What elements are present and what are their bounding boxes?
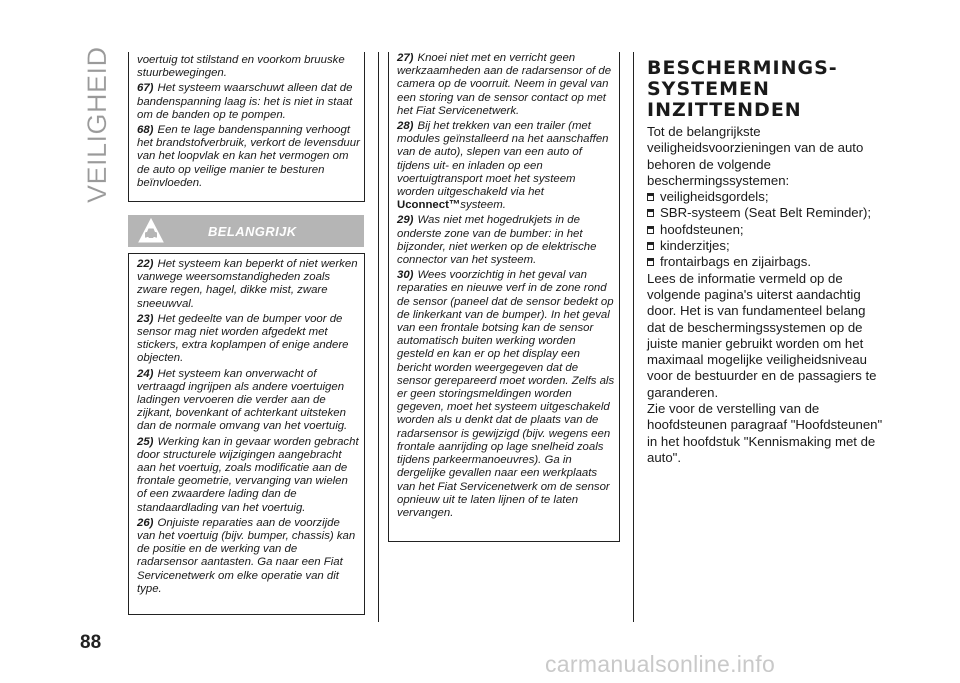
intro-paragraph: Tot de belangrijkste veiligheidsvoorzieningen van de auto behoren de volgende beschermingssystemen: (647, 124, 864, 188)
list-item: frontairbags en zijairbags. (647, 254, 887, 270)
list-item: veiligheidsgordels; (647, 189, 887, 205)
note-25: 25) Werking kan in gevaar worden gebracht door structurele wijzigingen aangebracht aan het voertuig, zoals modificatie aan de frontale geometrie, vervanging van wielen of een zwaardere lading dan de standaardlading van het voertuig. (137, 435, 359, 514)
column-divider (633, 52, 634, 622)
notes-box-top (128, 52, 365, 202)
car-warning-icon (138, 218, 164, 244)
bullet-icon (647, 209, 654, 217)
body-text (647, 124, 887, 466)
section-title: VEILIGHEID (82, 46, 112, 203)
note-68: 68) Een te lage bandenspanning verhoogt het brandstofverbruik, verkort de levensduur van het loopvlak en kan het vermogen om de auto op veilige manier te besturen beïnvloeden. (137, 124, 360, 189)
section-heading: BESCHERMINGS- SYSTEMEN INZITTENDEN (647, 57, 838, 121)
list-item: kinderzitjes; (647, 238, 887, 254)
list-item: hoofdsteunen; (647, 222, 887, 238)
bullet-icon (647, 258, 654, 266)
notes-box-middle (388, 52, 620, 542)
note-24: 24) Het systeem kan onverwacht of vertraagd ingrijpen als andere voertuigen ladingen vervoeren die verder aan de zijkant, bovenkant of achterkant uitsteken dan de normale omvang van het voertuig. (137, 367, 348, 433)
reference-paragraph: Zie voor de verstelling van de hoofdsteunen paragraaf "Hoofdsteunen" in het hoofdstuk "Kennismaking met de auto". (647, 401, 883, 465)
banner-label: BELANGRIJK (208, 224, 297, 239)
notes-box-bottom (128, 253, 365, 615)
list-item: SBR-systeem (Seat Belt Reminder); (647, 205, 887, 221)
note-67: 67) Het systeem waarschuwt alleen dat de bandenspanning laag is: het is niet in staat om de banden op te pompen. (137, 82, 353, 121)
bullet-icon (647, 242, 654, 250)
column-divider (378, 52, 379, 622)
note-27: 27) Knoei niet met en verricht geen werkzaamheden aan de radarsensor of de camera op de voorruit. Neem in geval van een storing van de sensor contact op met het Fiat Servicenetwerk. (397, 52, 612, 117)
note-paragraph: voertuig tot stilstand en voorkom bruuske stuurbewegingen. (137, 54, 345, 80)
note-29: 29) Was niet met hogedrukjets in de onderste zone van de bumber: in het bijzonder, niet werken op de elektrische connector van het systeem. (397, 214, 597, 267)
note-22: 22) Het systeem kan beperkt of niet werken vanwege weersomstandigheden zoals zware regen, hagel, dikke mist, zware sneeuwval. (137, 258, 358, 310)
important-banner (128, 215, 364, 247)
note-26: 26) Onjuiste reparaties aan de voorzijde van het voertuig (bijv. bumper, chassis) kan de positie en de werking van de radarsensor aantasten. Ga naar een Fiat Servicenetwerk om elke operatie van dit type. (137, 516, 356, 595)
watermark: carmanualsonline.info (545, 651, 776, 677)
bullet-icon (647, 226, 654, 234)
note-28: 28) Bij het trekken van een trailer (met modules geïnstalleerd na het aanschaffen van de auto), slepen van een auto of tijdens uit- en inladen op een voertuigtransport moet het systeem worden uitgeschakeld via het Uconnect™systeem. (397, 120, 609, 212)
bullet-icon (647, 193, 654, 201)
note-23: 23) Het gedeelte van de bumper voor de sensor mag niet worden afgedekt met stickers, extra koplampen of enige andere objecten. (137, 312, 349, 365)
info-paragraph: Lees de informatie vermeld op de volgende pagina's uiterst aandachtig door. Het is van fundamenteel belang dat de beschermingssystemen op de juiste manier gebruikt worden om het maximaal mogelijke veiligheidsniveau voor de bestuurder en de passagiers te garanderen. (647, 270, 877, 400)
page-number: 88 (80, 632, 102, 653)
note-30: 30) Wees voorzichtig in het geval van reparaties en nieuwe verf in de zone rond de sensor (paneel dat de sensor bedekt op de linkerkant van de bumper). In het geval van een frontale botsing kan de sensor automatisch buiten werking worden gesteld en kan er op het display een bericht worden weergegeven dat de sensor gerepareerd moet worden. Zelfs als er geen storingsmeldingen worden gegeven, moet het systeem uitgeschakeld worden als u denkt dat de plaats van de radarsensor is gewijzigd (bijv. wegens een frontale aanrijding op lage snelheid zoals tijdens parkeermanoeuvres). Ga in dergelijke gevallen naar een werkplaats van het Fiat Servicenetwerk om de sensor opnieuw uit te laten lijnen of te laten vervangen. (397, 269, 615, 519)
